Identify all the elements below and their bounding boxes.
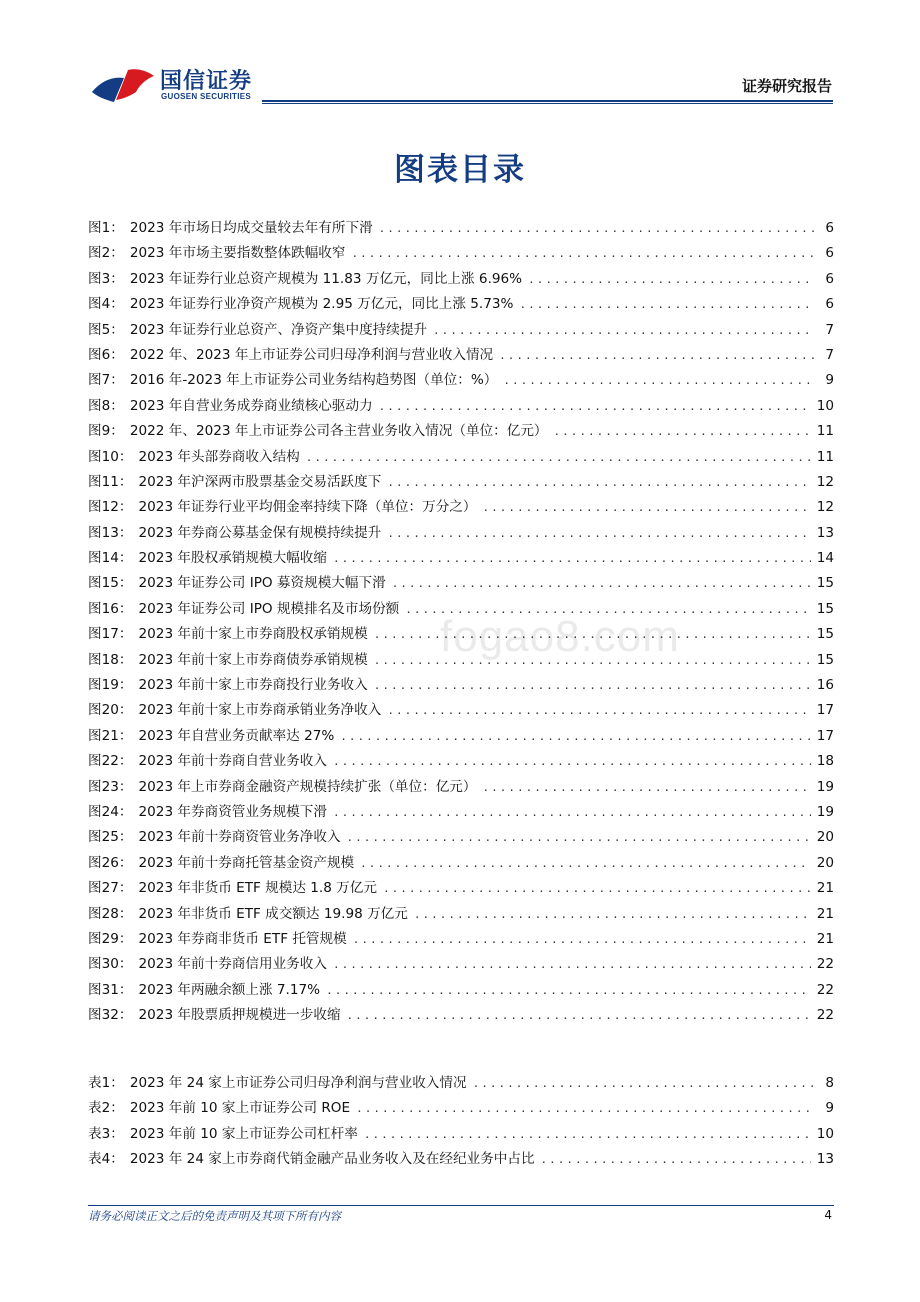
figure-entry[interactable] (88, 724, 834, 749)
toc-leader-dots (405, 603, 810, 616)
toc-leader-dots (379, 400, 811, 413)
header-divider (262, 100, 833, 102)
toc-entry-label: 图7： (88, 372, 124, 389)
logo-text-en: GUOSEN SECURITIES (161, 92, 252, 101)
toc-entry-page-number: 12 (816, 473, 834, 490)
figure-entry[interactable] (88, 368, 834, 393)
toc-leader-dots (306, 451, 811, 464)
toc-entry-page-number: 15 (816, 651, 834, 668)
toc-leader-dots (326, 984, 811, 997)
toc-leader-dots (333, 755, 811, 768)
toc-entry-page-number: 18 (816, 753, 834, 770)
page-header (0, 0, 920, 110)
table-entry[interactable] (88, 1147, 834, 1172)
toc-leader-dots (499, 349, 814, 362)
toc-entry-page-number: 14 (816, 550, 834, 567)
toc-entry-page-number: 21 (816, 930, 834, 947)
toc-leader-dots (383, 882, 811, 895)
figure-entry[interactable] (88, 876, 834, 901)
figure-entry[interactable] (88, 597, 834, 622)
toc-entry-title: 2023 年证券行业净资产规模为 2.95 万亿元，同比上涨 5.73% (129, 296, 514, 313)
figure-entry[interactable] (88, 1003, 834, 1028)
footer-divider (88, 1205, 834, 1206)
toc-entry-page-number: 6 (825, 270, 834, 287)
figure-entry[interactable] (88, 445, 834, 470)
figure-entry[interactable] (88, 698, 834, 723)
toc-entry-label: 图22： (88, 753, 133, 770)
toc-entry-title: 2023 年 24 家上市证券公司归母净利润与营业收入情况 (129, 1075, 467, 1091)
figure-entry[interactable] (88, 267, 834, 292)
toc-entry-page-number: 15 (816, 600, 834, 617)
figure-entry[interactable] (88, 521, 834, 546)
toc-entry-title: 2023 年市场日均成交量较去年有所下滑 (129, 220, 373, 236)
toc-entry-title: 2023 年上市券商金融资产规模持续扩张（单位：亿元） (138, 778, 477, 795)
toc-leader-dots (392, 577, 811, 590)
toc-entry-label: 图20： (88, 702, 133, 719)
toc-entry-label: 图32： (88, 1007, 133, 1024)
toc-entry-page-number: 15 (816, 575, 834, 592)
figure-entry[interactable] (88, 216, 834, 241)
toc-entry-title: 2023 年前十券商信用业务收入 (138, 956, 327, 973)
toc-entry-label: 图18： (88, 651, 133, 668)
figure-entry[interactable] (88, 902, 834, 927)
toc-leader-dots (347, 831, 811, 844)
toc-leader-dots (374, 654, 811, 667)
toc-entry-page-number: 17 (816, 702, 834, 719)
toc-entry-label: 图15： (88, 575, 133, 592)
toc-leader-dots (433, 324, 814, 337)
toc-entry-title: 2023 年前十家上市券商承销业务净收入 (138, 702, 382, 719)
toc-leader-dots (473, 1077, 814, 1090)
toc-entry-title: 2023 年沪深两市股票基金交易活跃度下 (138, 473, 382, 490)
toc-entry-title: 2023 年证券公司 IPO 规模排名及市场份额 (138, 600, 400, 617)
logo-text-cn: 国信证券 (160, 69, 253, 94)
toc-leader-dots (356, 1102, 814, 1115)
toc-entry-page-number: 6 (825, 245, 834, 262)
header-divider-thin (262, 103, 833, 104)
toc-entry-label: 图11： (88, 473, 133, 490)
toc-leader-dots (374, 628, 811, 641)
toc-entry-label: 图16： (88, 600, 133, 617)
toc-leader-dots (528, 273, 814, 286)
toc-entry-title: 2023 年前十券商托管基金资产规模 (138, 854, 355, 871)
toc-entry-title: 2023 年证券行业平均佣金率持续下降（单位：万分之） (138, 499, 477, 516)
toc-entry-page-number: 6 (825, 296, 834, 313)
toc-entry-label: 图3： (88, 270, 124, 287)
toc-entry-page-number: 16 (816, 677, 834, 694)
toc-entry-page-number: 20 (816, 829, 834, 846)
figure-entry[interactable] (88, 825, 834, 850)
toc-entry-label: 表1： (88, 1075, 124, 1091)
toc-entry-title: 2023 年头部券商收入结构 (138, 448, 300, 465)
toc-entry-label: 表2： (88, 1100, 124, 1117)
toc-entry-page-number: 7 (825, 346, 834, 363)
toc-entry-title: 2023 年前十家上市券商股权承销规模 (138, 626, 368, 643)
toc-entry-page-number: 22 (816, 981, 834, 998)
toc-entry-page-number: 8 (825, 1075, 834, 1091)
toc-entry-label: 图19： (88, 677, 133, 694)
toc-leader-dots (347, 1009, 811, 1022)
watermark: fogao8.com (440, 612, 680, 661)
toc-leader-dots (503, 374, 814, 387)
toc-entry-label: 图28： (88, 905, 133, 922)
toc-leader-dots (554, 425, 811, 438)
toc-entry-title: 2023 年前十券商资管业务净收入 (138, 829, 341, 846)
toc-entry-title: 2023 年证券公司 IPO 募资规模大幅下滑 (138, 575, 386, 592)
footer-disclaimer: 请务必阅读正文之后的免责声明及其项下所有内容 (88, 1209, 341, 1223)
figure-entry[interactable] (88, 546, 834, 571)
figure-entry[interactable] (88, 978, 834, 1003)
toc-entry-label: 图4： (88, 296, 124, 313)
toc-entry-label: 图21： (88, 727, 133, 744)
toc-leader-dots (379, 222, 814, 235)
toc-entry-title: 2023 年券商非货币 ETF 托管规模 (138, 930, 347, 947)
toc-entry-label: 图23： (88, 778, 133, 795)
toc-entry-label: 图9： (88, 423, 124, 440)
toc-leader-dots (333, 552, 811, 565)
page-title: 图表目录 (394, 152, 526, 188)
toc-entry-page-number: 6 (825, 220, 834, 236)
toc-entry-title: 2016 年-2023 年上市证券公司业务结构趋势图（单位：%） (129, 372, 498, 389)
figure-entry[interactable] (88, 419, 834, 444)
toc-leader-dots (340, 730, 810, 743)
toc-entry-title: 2023 年前十家上市券商债券承销规模 (138, 651, 368, 668)
figure-entry[interactable] (88, 318, 834, 343)
toc-leader-dots (414, 908, 811, 921)
toc-leader-dots (387, 527, 810, 540)
toc-entry-page-number: 11 (816, 448, 834, 465)
toc-entry-page-number: 19 (816, 803, 834, 820)
figure-entry[interactable] (88, 673, 834, 698)
figure-entry[interactable] (88, 470, 834, 495)
toc-entry-page-number: 19 (816, 778, 834, 795)
toc-entry-label: 图27： (88, 880, 133, 897)
toc-entry-label: 图14： (88, 550, 133, 567)
toc-leader-dots (374, 679, 811, 692)
toc-entry-page-number: 12 (816, 499, 834, 516)
figure-entry[interactable] (88, 800, 834, 825)
figure-list (88, 216, 834, 1029)
toc-leader-dots (541, 1153, 811, 1166)
toc-entry-title: 2023 年证券行业总资产、净资产集中度持续提升 (129, 321, 428, 338)
toc-entry-page-number: 10 (816, 397, 834, 414)
toc-entry-page-number: 21 (816, 880, 834, 897)
toc-entry-page-number: 22 (816, 956, 834, 973)
report-type-label: 证券研究报告 (741, 77, 832, 95)
toc-entry-page-number: 7 (825, 321, 834, 338)
toc-entry-label: 图6： (88, 346, 124, 363)
toc-leader-dots (364, 1128, 811, 1141)
figure-entry[interactable] (88, 495, 834, 520)
toc-entry-title: 2022 年、2023 年上市证券公司各主营业务收入情况（单位：亿元） (129, 423, 548, 440)
toc-entry-page-number: 15 (816, 626, 834, 643)
toc-entry-label: 图29： (88, 930, 133, 947)
toc-entry-label: 图24： (88, 803, 133, 820)
toc-leader-dots (360, 857, 811, 870)
toc-entry-title: 2023 年自营业务贡献率达 27% (138, 727, 335, 744)
toc-entry-label: 图8： (88, 397, 124, 414)
figure-entry[interactable] (88, 241, 834, 266)
toc-entry-label: 图10： (88, 448, 133, 465)
toc-entry-title: 2023 年市场主要指数整体跌幅收窄 (129, 245, 346, 262)
toc-leader-dots (353, 933, 811, 946)
toc-entry-title: 2023 年前 10 家上市证券公司 ROE (129, 1100, 351, 1117)
figure-entry[interactable] (88, 851, 834, 876)
toc-entry-page-number: 21 (816, 905, 834, 922)
toc-entry-label: 图1： (88, 220, 124, 236)
toc-entry-title: 2023 年前十券商自营业务收入 (138, 753, 327, 770)
toc-leader-dots (333, 806, 811, 819)
toc-entry-page-number: 9 (825, 372, 834, 389)
toc-entry-title: 2023 年 24 家上市券商代销金融产品业务收入及在经纪业务中占比 (129, 1151, 535, 1168)
table-list (88, 1071, 834, 1173)
toc-entry-title: 2023 年前 10 家上市证券公司杠杆率 (129, 1125, 358, 1142)
toc-entry-label: 图26： (88, 854, 133, 871)
toc-entry-title: 2023 年非货币 ETF 成交额达 19.98 万亿元 (138, 905, 408, 922)
toc-entry-page-number: 17 (816, 727, 834, 744)
toc-entry-label: 图17： (88, 626, 133, 643)
toc-leader-dots (482, 501, 810, 514)
toc-entry-title: 2023 年非货币 ETF 规模达 1.8 万亿元 (138, 880, 377, 897)
figure-entry[interactable] (88, 292, 834, 317)
figure-entry[interactable] (88, 749, 834, 774)
toc-entry-label: 图31： (88, 981, 133, 998)
toc-entry-title: 2023 年股权承销规模大幅收缩 (138, 550, 327, 567)
toc-entry-label: 图25： (88, 829, 133, 846)
toc-entry-label: 图13： (88, 524, 133, 541)
toc-entry-title: 2023 年股票质押规模进一步收缩 (138, 1007, 341, 1024)
toc-entry-page-number: 13 (816, 1151, 834, 1168)
guosen-logo-icon (90, 62, 156, 108)
figure-entry[interactable] (88, 394, 834, 419)
toc-entry-title: 2023 年券商公募基金保有规模持续提升 (138, 524, 382, 541)
toc-entry-title: 2022 年、2023 年上市证券公司归母净利润与营业收入情况 (129, 346, 494, 363)
toc-entry-page-number: 20 (816, 854, 834, 871)
figure-entry[interactable] (88, 927, 834, 952)
figure-entry[interactable] (88, 952, 834, 977)
toc-entry-page-number: 11 (816, 423, 834, 440)
figure-entry[interactable] (88, 571, 834, 596)
figure-entry[interactable] (88, 622, 834, 647)
toc-leader-dots (351, 247, 814, 260)
toc-leader-dots (387, 704, 810, 717)
toc-entry-page-number: 13 (816, 524, 834, 541)
toc-entry-title: 2023 年自营业务成券商业绩核心驱动力 (129, 397, 373, 414)
toc-entry-label: 表4： (88, 1151, 124, 1168)
figure-entry[interactable] (88, 343, 834, 368)
toc-entry-page-number: 10 (816, 1125, 834, 1142)
toc-entry-page-number: 22 (816, 1007, 834, 1024)
toc-entry-label: 表3： (88, 1125, 124, 1142)
toc-entry-page-number: 9 (825, 1100, 834, 1117)
toc-entry-title: 2023 年前十家上市券商投行业务收入 (138, 677, 368, 694)
footer-page-number: 4 (824, 1208, 832, 1222)
toc-leader-dots (519, 298, 814, 311)
toc-leader-dots (387, 476, 810, 489)
table-entry[interactable] (88, 1122, 834, 1147)
toc-entry-label: 图30： (88, 956, 133, 973)
toc-entry-label: 图12： (88, 499, 133, 516)
toc-entry-title: 2023 年券商资管业务规模下滑 (138, 803, 327, 820)
toc-entry-label: 图2： (88, 245, 124, 262)
figure-entry[interactable] (88, 775, 834, 800)
toc-leader-dots (333, 958, 811, 971)
figure-entry[interactable] (88, 648, 834, 673)
table-entry[interactable] (88, 1096, 834, 1121)
toc-entry-title: 2023 年证券行业总资产规模为 11.83 万亿元，同比上涨 6.96% (129, 270, 523, 287)
toc-entry-label: 图5： (88, 321, 124, 338)
toc-leader-dots (482, 781, 810, 794)
table-entry[interactable] (88, 1071, 834, 1096)
guosen-logo (90, 62, 253, 108)
toc-entry-title: 2023 年两融余额上涨 7.17% (138, 981, 321, 998)
